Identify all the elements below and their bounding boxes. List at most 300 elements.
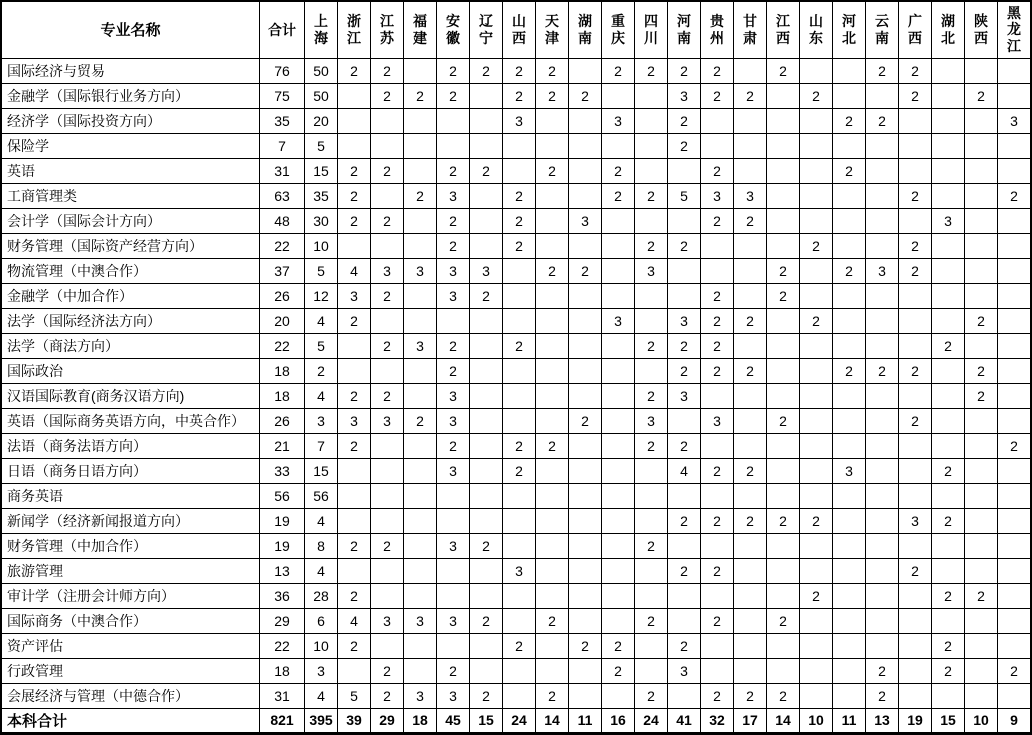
count-cell [404,658,437,683]
count-cell [503,408,536,433]
count-cell [767,183,800,208]
count-cell: 2 [569,633,602,658]
count-cell: 3 [338,283,371,308]
count-cell: 3 [635,258,668,283]
count-cell [998,533,1032,558]
count-cell: 26 [260,283,305,308]
count-cell [470,633,503,658]
count-cell [503,533,536,558]
province-header-label: 湖北 [940,13,955,46]
count-cell [536,533,569,558]
count-cell [569,108,602,133]
count-cell: 3 [668,83,701,108]
province-header-label: 河北 [841,13,856,46]
count-cell: 2 [701,83,734,108]
count-cell [833,558,866,583]
count-cell [569,233,602,258]
count-cell [767,658,800,683]
count-cell: 2 [800,508,833,533]
count-cell [833,308,866,333]
count-cell [470,508,503,533]
province-header-label: 河南 [676,13,691,46]
count-cell [569,683,602,708]
count-cell [536,558,569,583]
count-cell: 2 [404,183,437,208]
count-cell: 2 [668,133,701,158]
count-cell [998,208,1032,233]
count-cell [602,533,635,558]
count-cell [866,433,899,458]
major-name-cell: 会计学（国际会计方向） [1,208,260,233]
count-cell [338,333,371,358]
count-cell [536,658,569,683]
province-header-label: 福建 [412,13,427,46]
count-cell: 3 [371,608,404,633]
count-cell [800,633,833,658]
count-cell [899,133,932,158]
count-cell [833,408,866,433]
count-cell: 2 [536,158,569,183]
count-cell: 2 [932,633,965,658]
count-cell: 2 [338,583,371,608]
count-cell: 2 [470,683,503,708]
count-cell [437,583,470,608]
count-cell [998,133,1032,158]
count-cell: 2 [800,308,833,333]
count-cell [503,683,536,708]
count-cell [569,658,602,683]
count-cell [965,58,998,83]
count-cell [338,658,371,683]
count-cell [635,158,668,183]
count-cell [965,683,998,708]
count-cell: 2 [866,108,899,133]
major-name-cell: 行政管理 [1,658,260,683]
count-cell: 2 [635,683,668,708]
count-cell: 2 [668,233,701,258]
count-cell [899,308,932,333]
count-cell [833,183,866,208]
count-cell [998,283,1032,308]
count-cell [701,433,734,458]
count-cell [404,558,437,583]
count-cell [602,558,635,583]
count-cell: 3 [305,658,338,683]
count-cell [932,283,965,308]
count-cell [371,458,404,483]
count-cell: 28 [305,583,338,608]
major-name-cell: 日语（商务日语方向） [1,458,260,483]
count-cell [569,433,602,458]
footer-count-cell: 24 [635,708,668,733]
count-cell [371,633,404,658]
major-name-cell: 物流管理（中澳合作） [1,258,260,283]
count-cell: 2 [602,183,635,208]
count-cell [668,158,701,183]
province-header-label: 广西 [907,13,922,46]
count-cell: 2 [701,158,734,183]
province-header-label: 上海 [313,13,328,46]
count-cell: 4 [305,308,338,333]
count-cell: 5 [668,183,701,208]
count-cell [404,633,437,658]
count-cell [998,508,1032,533]
major-name-cell: 商务英语 [1,483,260,508]
count-cell: 2 [371,383,404,408]
table-row [1,258,1031,283]
count-cell: 8 [305,533,338,558]
count-cell [734,233,767,258]
count-cell [800,333,833,358]
count-cell [965,433,998,458]
count-cell: 3 [899,508,932,533]
count-cell: 3 [833,458,866,483]
count-cell: 2 [701,333,734,358]
count-cell [833,658,866,683]
count-cell [965,633,998,658]
count-cell: 2 [899,83,932,108]
count-cell [569,533,602,558]
count-cell: 3 [668,308,701,333]
count-cell [734,533,767,558]
count-cell: 18 [260,658,305,683]
province-column-header [701,1,734,58]
count-cell: 31 [260,158,305,183]
count-cell [569,333,602,358]
count-cell [569,133,602,158]
count-cell [503,658,536,683]
count-cell [371,308,404,333]
count-cell: 2 [668,358,701,383]
count-cell [470,483,503,508]
footer-count-cell: 16 [602,708,635,733]
count-cell: 2 [998,433,1032,458]
count-cell [998,558,1032,583]
count-cell: 3 [470,258,503,283]
count-cell [965,533,998,558]
count-cell [701,233,734,258]
count-cell [833,583,866,608]
count-cell [569,308,602,333]
footer-label-cell: 本科合计 [1,708,260,733]
count-cell [866,283,899,308]
count-cell: 2 [932,508,965,533]
count-cell: 2 [536,608,569,633]
count-cell [800,58,833,83]
count-cell: 2 [536,83,569,108]
count-cell [833,58,866,83]
province-header-label: 云南 [874,13,889,46]
count-cell: 15 [305,458,338,483]
count-cell [800,108,833,133]
count-cell: 3 [635,408,668,433]
count-cell [965,333,998,358]
province-header-label: 安徽 [445,13,460,46]
count-cell: 2 [833,258,866,283]
count-cell: 2 [470,58,503,83]
footer-count-cell: 19 [899,708,932,733]
count-cell [767,583,800,608]
count-cell: 2 [635,333,668,358]
count-cell: 3 [932,208,965,233]
count-cell [734,333,767,358]
count-cell [602,408,635,433]
count-cell [800,458,833,483]
count-cell [932,383,965,408]
count-cell: 2 [800,83,833,108]
count-cell [668,208,701,233]
count-cell [965,483,998,508]
major-name-cell: 英语 [1,158,260,183]
major-name-cell: 法学（商法方向） [1,333,260,358]
count-cell [701,583,734,608]
major-name-cell: 财务管理（中加合作） [1,533,260,558]
count-cell [701,133,734,158]
major-name-cell: 审计学（注册会计师方向） [1,583,260,608]
footer-count-cell: 13 [866,708,899,733]
count-cell: 48 [260,208,305,233]
count-cell: 2 [701,308,734,333]
count-cell [701,108,734,133]
table-row [1,233,1031,258]
count-cell [371,183,404,208]
major-name-cell: 财务管理（国际资产经营方向） [1,233,260,258]
footer-count-cell: 9 [998,708,1032,733]
count-cell: 2 [899,558,932,583]
count-cell [866,458,899,483]
count-cell [899,383,932,408]
count-cell: 2 [338,58,371,83]
count-cell: 19 [260,508,305,533]
count-cell: 2 [701,608,734,633]
count-cell [932,408,965,433]
count-cell [536,483,569,508]
table-row [1,558,1031,583]
count-cell [800,183,833,208]
count-cell: 2 [635,183,668,208]
count-cell [503,308,536,333]
count-cell: 2 [899,258,932,283]
count-cell [965,558,998,583]
count-cell [767,358,800,383]
count-cell: 2 [899,408,932,433]
count-cell [536,183,569,208]
count-cell [899,683,932,708]
count-cell: 4 [338,258,371,283]
count-cell [503,133,536,158]
count-cell [998,158,1032,183]
count-cell [437,133,470,158]
count-cell: 4 [305,683,338,708]
province-header-label: 浙江 [346,13,361,46]
count-cell [899,633,932,658]
count-cell [965,508,998,533]
count-cell [602,258,635,283]
count-cell: 2 [635,533,668,558]
count-cell [998,233,1032,258]
count-cell [833,633,866,658]
count-cell [965,208,998,233]
count-cell [437,558,470,583]
count-cell [371,133,404,158]
count-cell [899,658,932,683]
count-cell [635,633,668,658]
count-cell [338,133,371,158]
count-cell [767,433,800,458]
count-cell [569,158,602,183]
count-cell: 2 [965,583,998,608]
count-cell [965,133,998,158]
count-cell: 3 [338,408,371,433]
count-cell [503,608,536,633]
count-cell: 3 [437,283,470,308]
count-cell: 2 [899,183,932,208]
footer-count-cell: 11 [569,708,602,733]
count-cell: 18 [260,383,305,408]
count-cell: 2 [965,358,998,383]
count-cell [404,308,437,333]
count-cell [734,433,767,458]
count-cell: 19 [260,533,305,558]
count-cell: 2 [338,433,371,458]
major-name-cell: 英语（国际商务英语方向，中英合作） [1,408,260,433]
province-header-label: 江苏 [379,13,394,46]
count-cell: 2 [701,558,734,583]
count-cell [800,358,833,383]
count-cell: 2 [338,533,371,558]
count-cell: 22 [260,333,305,358]
count-cell [833,333,866,358]
count-cell [635,83,668,108]
count-cell [866,183,899,208]
count-cell [569,358,602,383]
table-row [1,83,1031,108]
count-cell [470,433,503,458]
count-cell [800,133,833,158]
count-cell: 2 [866,658,899,683]
count-cell: 2 [503,58,536,83]
count-cell [668,608,701,633]
count-cell [602,83,635,108]
table-row [1,633,1031,658]
count-cell: 3 [998,108,1032,133]
count-cell [635,658,668,683]
count-cell [899,283,932,308]
province-column-header [866,1,899,58]
count-cell [635,108,668,133]
count-cell: 2 [602,633,635,658]
table-row [1,58,1031,83]
count-cell [635,308,668,333]
footer-count-cell: 32 [701,708,734,733]
count-cell [371,233,404,258]
count-cell [734,108,767,133]
count-cell: 29 [260,608,305,633]
table-row [1,458,1031,483]
count-cell: 2 [833,158,866,183]
count-cell [404,358,437,383]
count-cell [866,633,899,658]
count-cell [833,383,866,408]
count-cell: 20 [260,308,305,333]
count-cell: 2 [767,608,800,633]
count-cell [635,558,668,583]
count-cell [899,608,932,633]
count-cell [503,583,536,608]
table-footer [1,708,1031,733]
count-cell: 2 [602,158,635,183]
footer-count-cell: 14 [536,708,569,733]
count-cell [734,58,767,83]
count-cell: 2 [998,658,1032,683]
count-cell: 2 [503,183,536,208]
count-cell: 2 [668,108,701,133]
count-cell [569,458,602,483]
count-cell: 15 [305,158,338,183]
count-cell [767,83,800,108]
count-cell [932,433,965,458]
count-cell: 2 [767,283,800,308]
count-cell [602,683,635,708]
count-cell: 3 [866,258,899,283]
count-cell: 3 [404,333,437,358]
count-cell: 2 [701,508,734,533]
count-cell [833,133,866,158]
count-cell [767,108,800,133]
count-cell [404,233,437,258]
count-cell [404,458,437,483]
count-cell [404,108,437,133]
count-cell [734,583,767,608]
count-cell [866,533,899,558]
count-cell [668,483,701,508]
count-cell [734,658,767,683]
footer-count-cell: 15 [932,708,965,733]
count-cell [470,333,503,358]
count-cell [470,108,503,133]
count-cell [404,508,437,533]
count-cell [932,683,965,708]
count-cell [635,358,668,383]
count-cell: 26 [260,408,305,433]
count-cell [602,283,635,308]
footer-count-cell: 14 [767,708,800,733]
count-cell [866,608,899,633]
count-cell: 2 [965,308,998,333]
count-cell: 3 [437,258,470,283]
count-cell [371,358,404,383]
footer-count-cell: 45 [437,708,470,733]
count-cell: 2 [569,83,602,108]
count-cell: 2 [536,258,569,283]
count-cell: 3 [404,683,437,708]
count-cell [965,258,998,283]
count-cell: 4 [338,608,371,633]
count-cell: 3 [437,683,470,708]
count-cell [602,608,635,633]
count-cell: 63 [260,183,305,208]
count-cell [371,433,404,458]
count-cell [536,408,569,433]
table-row [1,183,1031,208]
count-cell: 3 [602,108,635,133]
count-cell [866,558,899,583]
count-cell [998,83,1032,108]
count-cell [602,433,635,458]
count-cell [932,558,965,583]
province-column-header [899,1,932,58]
count-cell [833,608,866,633]
